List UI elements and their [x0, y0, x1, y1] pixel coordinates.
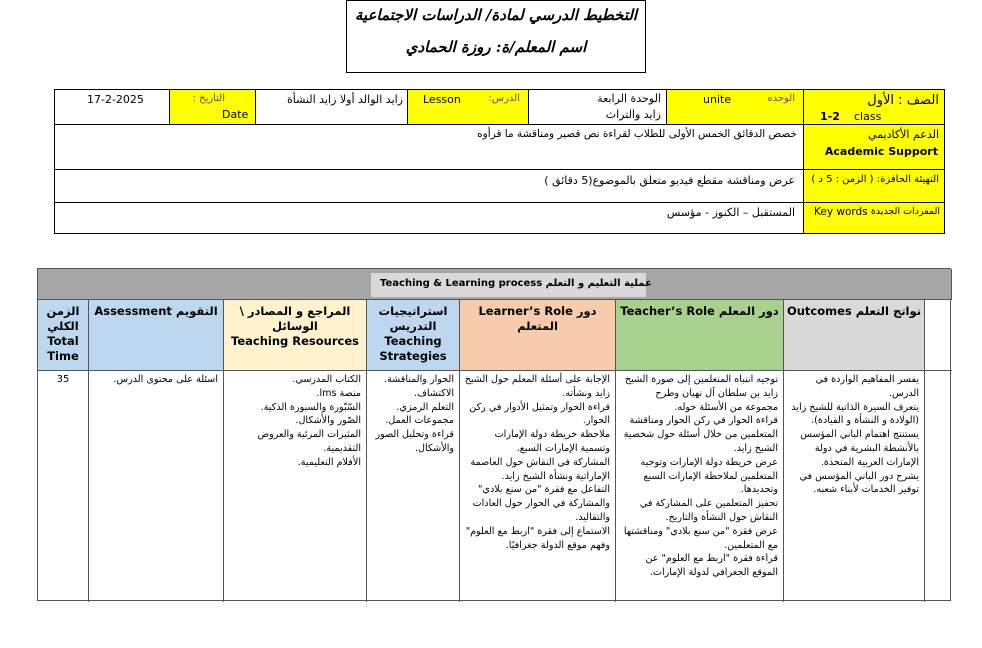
keywords-text: المستقبل – الكنوز - مؤسس	[666, 206, 795, 219]
header-empty	[925, 300, 952, 371]
banner-row	[38, 269, 952, 300]
date-label-cell	[169, 89, 256, 125]
warmup-label: التهيئة الحافزة: ( الزمن : 5 د )	[811, 174, 939, 185]
grade-label: الصف : الأول	[867, 93, 939, 108]
keywords-label-en: Key words	[814, 206, 868, 218]
date-value: 17-2-2025	[87, 93, 144, 106]
date-label-en: Date	[222, 108, 249, 121]
unit-value-2: زايد والتراث	[605, 108, 661, 121]
warmup-label-cell	[803, 169, 945, 203]
lesson-label-ar: الدرس:	[488, 93, 520, 104]
lesson-value: زايد الوالد أولا زايد النشأة	[287, 93, 403, 106]
lesson-value-cell	[255, 89, 408, 125]
unit-value-cell	[528, 89, 667, 125]
support-label-ar: الدعم الأكاديمي	[868, 128, 939, 141]
teacher-role-cell: توجيه انتباه المتعلمين إلى صورة الشيخ زايد بن سلطان آل نهيان وطرح مجموعة من الأسئلة حوله. قراءة الحوار في ركن الحوار ومناقشة المتعلمين من خلال أسئلة حول شخصية الشيخ زايد. عرض خريطة دولة الإمارات وتوجيه المتعلمين لملاحظة الإمارات السبع وتحديدها. تحفيز المتعلمين على المشاركة في النقاش حول النشأة والتاريخ. عرض فقرة "من سنع بلادي" ومناقشتها مع المتعلمين. قراءة فقرة "اربط مع العلوم" عن الموقع الجغرافي لدولة الإمارات.	[616, 371, 784, 602]
keywords-label-ar: المفردات الجديدة :	[864, 206, 940, 217]
total-time-cell	[38, 371, 89, 602]
support-label-en: Academic Support	[824, 145, 938, 158]
unit-label-cell	[666, 89, 804, 125]
unit-label-en: unite	[703, 93, 732, 106]
assessment-cell: اسئلة على محتوى الدرس.	[89, 371, 224, 602]
unit-label-ar: الوحده	[767, 93, 795, 104]
class-label: class	[854, 110, 882, 123]
grade-cell	[803, 89, 945, 125]
teaching-learning-table	[37, 268, 951, 601]
teacher-name: اسم المعلم/ة: روزة الحمادي	[405, 38, 587, 56]
warmup-text: عرض ومناقشة مقطع فيديو متعلق بالموضوع(5 دقائق )	[544, 174, 795, 187]
banner-title: Teaching & Learning process عملية التعليم و التعلم	[380, 278, 652, 289]
support-text: خصص الدقائق الخمس الأولى للطلاب لقراءة نص قصير ومناقشة ما قرأوه	[477, 128, 797, 140]
header-total-time: الزمن الكلي Total Time	[38, 300, 89, 371]
body-empty	[925, 371, 952, 602]
header-learner-role: Learner’s Role دور المتعلم	[460, 300, 616, 371]
support-text-cell	[54, 124, 804, 170]
date-label-ar: التاريخ :	[192, 93, 225, 104]
learner-role-cell: الإجابة على أسئلة المعلم حول الشيخ زايد ونشأته. قراءة الحوار وتمثيل الأدوار في ركن الحوار. ملاحظة خريطة دولة الإمارات وتسمية الإمارات السبع. المشاركة في النقاش حول العاصمة الإماراتية ونشأة الشيخ زايد. التفاعل مع فقرة "من سنع بلادي" والمشاركة في الحوار حول العادات والتقاليد. الاستماع إلى فقرة "اربط مع العلوم" وفهم موقع الدولة جغرافيًا.	[460, 371, 616, 602]
unit-value-1: الوحدة الرابعة	[597, 92, 661, 105]
header-strategies: استراتيجيات التدريس Teaching Strategies	[367, 300, 460, 371]
warmup-text-cell	[54, 169, 804, 203]
plan-title: التخطيط الدرسي لمادة/ الدراسات الاجتماعية	[354, 6, 638, 24]
header-outcomes: Outcomes نواتج التعلم	[784, 300, 925, 371]
outcomes-cell: يفسر المفاهيم الواردة في الدرس. يتعرف السيرة الذاتية للشيخ زايد (الولادة و النشأة و القيادة). يستنتج اهتمام الباني المؤسس بالأنشطة البشرية في دولة الإمارات العربية المتحدة. يشرح دور الباني المؤسس في توفير الخدمات لأبناء شعبه.	[784, 371, 925, 602]
strategies-cell: الحوار والمناقشة. الاكتشاف. التعلم الرمزي. مجموعات العمل. قراءة وتحليل الصور والأشكال.	[367, 371, 460, 602]
support-label-cell	[803, 124, 945, 170]
total-time-value: 35	[56, 374, 70, 385]
resources-cell: الكتاب المدرسي. منصة lms. السّبّورة والسبورة الذكية. الصّور والأشكال. المثيرات المرئية والعروض التقديمية. الأفلام التعليمية.	[224, 371, 367, 602]
date-value-cell	[54, 89, 170, 125]
lesson-label-en: Lesson	[423, 93, 461, 106]
keywords-label-cell	[803, 202, 945, 234]
header-teacher-role: Teacher’s Role دور المعلم	[616, 300, 784, 371]
header-assessment: Assessment التقويم	[89, 300, 224, 371]
header-resources: المراجع و المصادر \ الوسائل Teaching Resources	[224, 300, 367, 371]
class-value: 1-2	[820, 110, 840, 123]
keywords-text-cell	[54, 202, 804, 234]
title-box	[346, 0, 646, 73]
lesson-label-cell	[407, 89, 529, 125]
